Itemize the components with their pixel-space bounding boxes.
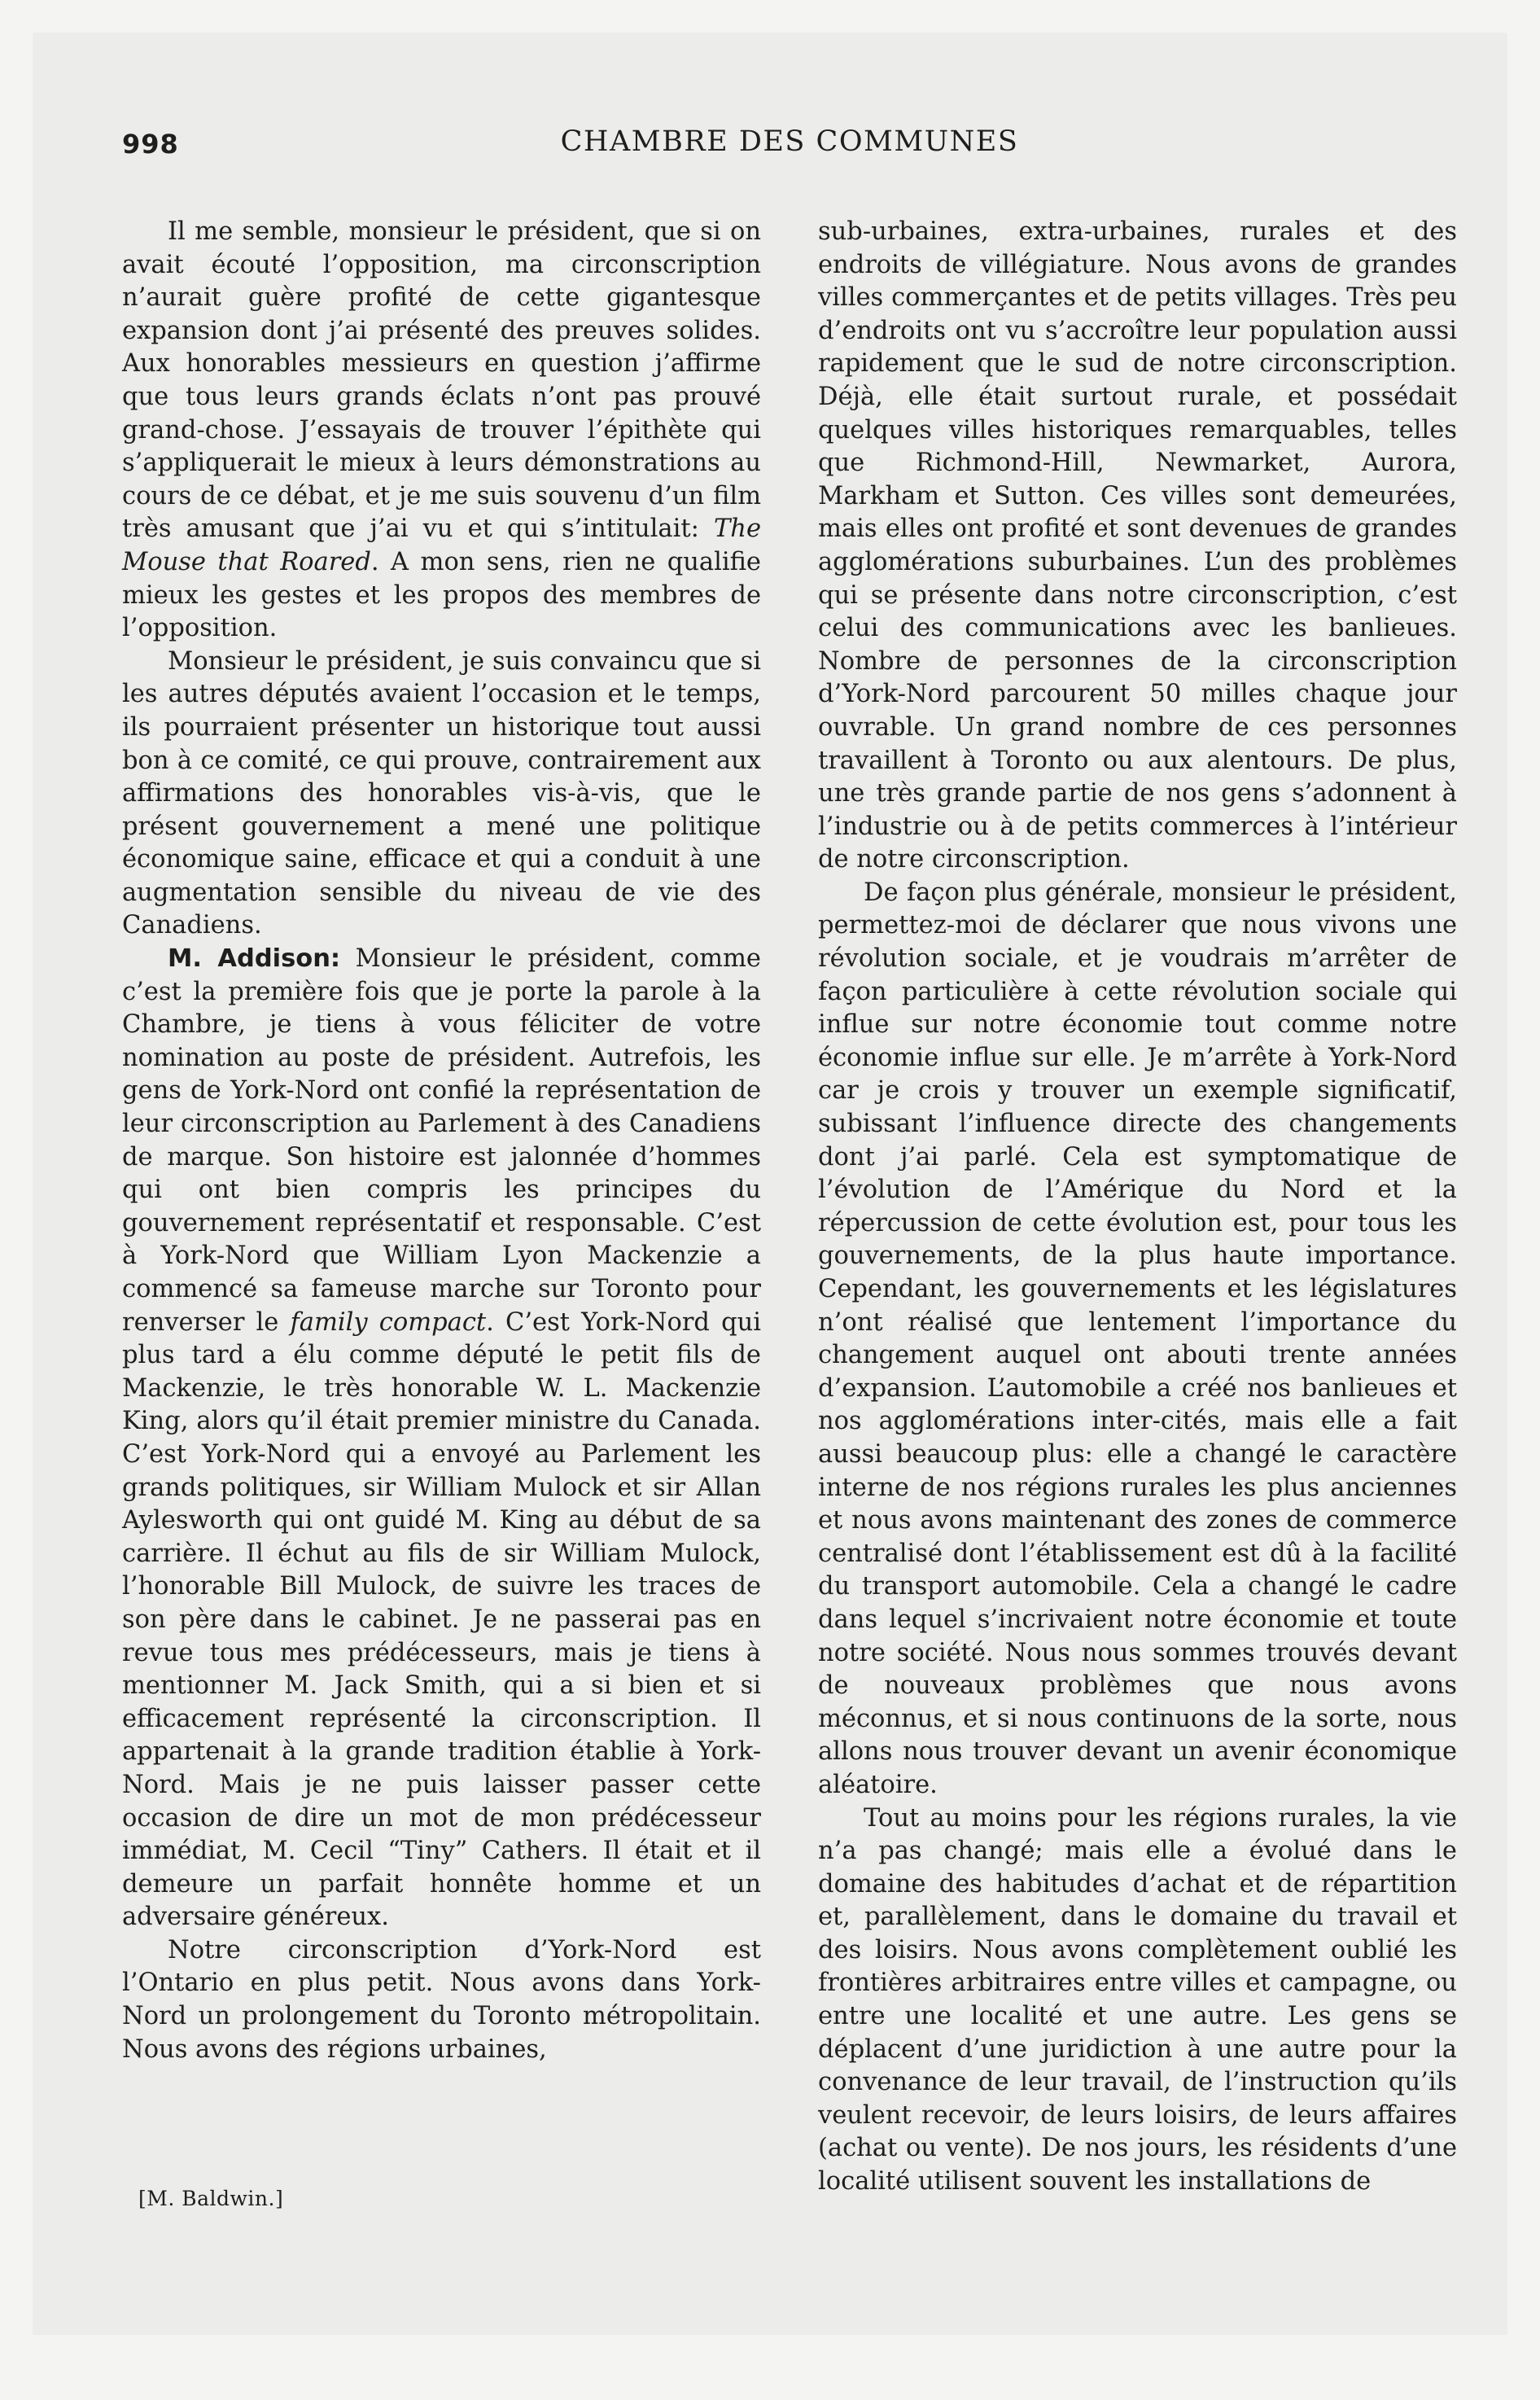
paragraph-4: Notre circonscription d’York-Nord est l’Ontario en plus petit. Nous avons dans York-Nord un prolongement du Toronto métropolitain. Nous avons des régions urbaines,: [122, 1935, 761, 2064]
paragraph-text: Il me semble, monsieur le président, que si on avait écouté l’opposition, ma circonscription n’aurait guère profité de cette gigantesque expansion dont j’ai présenté des preuves solides. Aux honorables messieurs en question j’affirme que tous leurs grands éclats n’ont pas prouvé grand-chose. J’essayais de trouver l’épithète qui s’appliquerait le mieux à leurs démonstrations au cours de ce débat, et je me suis souvenu d’un film très amusant que j’ai vu et qui s’intitulait:: [122, 217, 761, 544]
paragraph-6: Tout au moins pour les régions rurales, la vie n’a pas changé; mais elle a évolué dans le domaine des habitudes d’achat et de répartition et, parallèlement, dans le domaine du travail et des loisirs. Nous avons complètement oublié les frontières arbitraires entre villes et campagne, ou entre une localité et une autre. Les gens se déplacent d’une juridiction à une autre pour la convenance de leur travail, de l’instruction qu’ils veulent recevoir, de leurs loisirs, de leurs affaires (achat ou vente). De nos jours, les résidents d’une localité utilisent souvent les installations de: [818, 1803, 1457, 2196]
document-page: [33, 33, 1507, 2335]
page-number: 998: [122, 129, 179, 160]
film-title: The Mouse that Roared: [122, 515, 761, 576]
left-column: [122, 216, 761, 2066]
paragraph-5: De façon plus générale, monsieur le président, permettez-moi de déclarer que nous vivons une révolution sociale, et je voudrais m’arrêter de façon particulière à cette révolution sociale qui influe sur notre économie tout comme notre économie influe sur elle. Je m’arrête à York-Nord car je crois y trouver un exemple significatif, subissant l’influence directe des changements dont j’ai parlé. Cela est symptomatique de l’évolution de l’Amérique du Nord et la répercussion de cette évolution est, pour tous les gouvernements, de la plus haute importance. Cependant, les gouvernements et les législatures n’ont réalisé que lentement l’importance du changement auquel ont abouti trente années d’expansion. L’automobile a créé nos banlieues et nos agglomérations inter-cités, mais elle a fait aussi beaucoup plus: elle a changé le caractère interne de nos régions rurales les plus anciennes et nous avons maintenant des zones de commerce centralisé dont l’établissement est dû à la facilité du transport automobile. Cela a changé le cadre dans lequel s’incrivaient notre économie et toute notre société. Nous nous sommes trouvés devant de nouveaux problèmes que nous avons méconnus, et si nous continuons de la sorte, nous allons nous trouver devant un avenir économique aléatoire.: [818, 878, 1457, 1799]
paragraph-continued: sub-urbaines, extra-urbaines, rurales et des endroits de villégiature. Nous avons de grandes villes commerçantes et de petits villages. Très peu d’endroits ont vu s’accroître leur population aussi rapidement que le sud de notre circonscription. Déjà, elle était surtout rurale, et possédait quelques villes historiques remarquables, telles que Richmond-Hill, Newmarket, Aurora, Markham et Sutton. Ces villes sont demeurées, mais elles ont profité et sont devenues de grandes agglomérations suburbaines. L’un des problèmes qui se présente dans notre circonscription, c’est celui des communications avec les banlieues. Nombre de personnes de la circonscription d’York-Nord parcourent 50 milles chaque jour ouvrable. Un grand nombre de ces personnes travaillent à Toronto ou aux alentours. De plus, une très grande partie de nos gens s’adonnent à l’industrie ou à de petits commerces à l’intérieur de notre circonscription.: [818, 217, 1457, 874]
paragraph-1: [122, 216, 761, 646]
paragraph-text: Monsieur le président, comme c’est la première fois que je porte la parole à la Chambre, je tiens à vous féliciter de votre nomination au poste de président. Autrefois, les gens de York-Nord ont confié la représentation de leur circonscription au Parlement à des Canadiens de marque. Son histoire est jalonnée d’hommes qui ont bien compris les principes du gouvernement représentatif et responsable. C’est à York-Nord que William Lyon Mackenzie a commencé sa fameuse marche sur Toronto pour renverser le: [122, 944, 761, 1337]
right-column: [818, 216, 1457, 2199]
speaker-name: M. Addison:: [168, 944, 341, 974]
paragraph-text: . A mon sens, rien ne qualifie mieux les gestes et les propos des membres de l’opposition.: [122, 547, 761, 643]
speaker-footnote: [M. Baldwin.]: [138, 2187, 284, 2210]
paragraph-text: . C’est York-Nord qui plus tard a élu comme député le petit fils de Mackenzie, le très honorable W. L. Mackenzie King, alors qu’il était premier ministre du Canada. C’est York-Nord qui a envoyé au Parlement les grands politiques, sir William Mulock et sir Allan Aylesworth qui ont guidé M. King au début de sa carrière. Il échut au fils de sir William Mulock, l’honorable Bill Mulock, de suivre les traces de son père dans le cabinet. Je ne passerai pas en revue tous mes prédécesseurs, mais je tiens à mentionner M. Jack Smith, qui a si bien et si efficacement représenté la circonscription. Il appartenait à la grande tradition établie à York-Nord. Mais je ne puis laisser passer cette occasion de dire un mot de mon prédécesseur immédiat, M. Cecil “Tiny” Cathers. Il était et il demeure un parfait honnête homme et un adversaire généreux.: [122, 1307, 761, 1932]
page-header: [122, 122, 1457, 179]
paragraph-3: [122, 943, 761, 1934]
running-head: CHAMBRE DES COMMUNES: [560, 125, 1019, 158]
paragraph-2: Monsieur le président, je suis convaincu que si les autres députés avaient l’occasion et le temps, ils pourraient présenter un historique tout aussi bon à ce comité, ce qui prouve, contrairement aux affirmations des honorables vis-à-vis, que le présent gouvernement a mené une politique économique saine, efficace et qui a conduit à une augmentation sensible du niveau de vie des Canadiens.: [122, 646, 761, 940]
italic-phrase: family compact: [290, 1307, 487, 1337]
